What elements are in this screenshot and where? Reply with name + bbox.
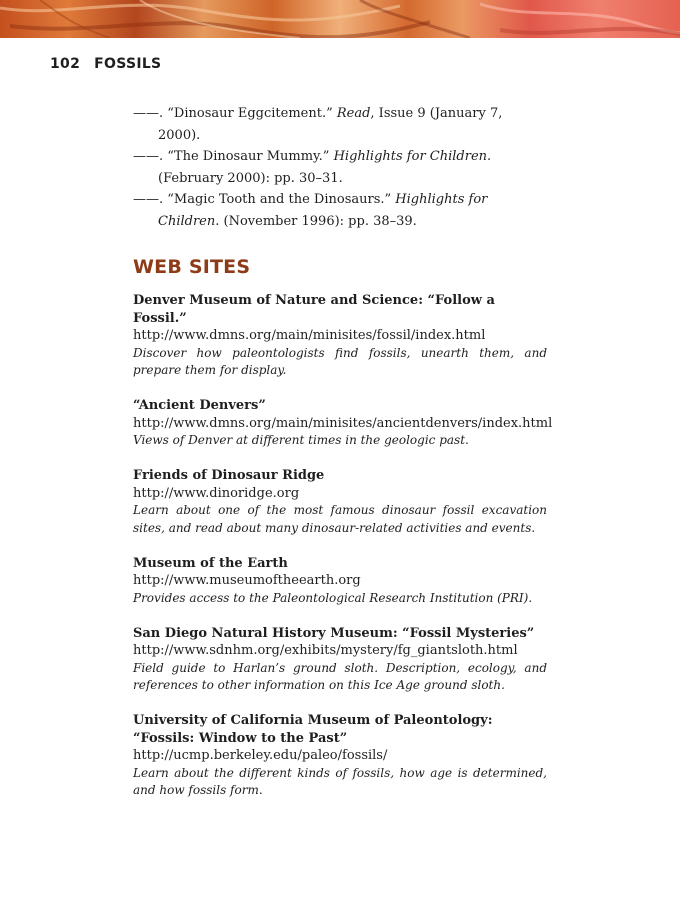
- web-site-entry: [133, 555, 547, 608]
- web-site-name: Friends of Dinosaur Ridge: [133, 468, 325, 483]
- reference-publication: Read: [336, 106, 371, 121]
- section-heading-web-sites: WEB SITES: [133, 256, 251, 278]
- web-sites-list: [133, 292, 553, 800]
- reference-text: ——. “The Dinosaur Mummy.”: [133, 149, 334, 164]
- reference-publication: Highlights for Children: [333, 149, 488, 164]
- book-title: FOSSILS: [94, 56, 162, 72]
- reference-entry: [133, 189, 547, 232]
- reference-text: ——. “Dinosaur Eggcitement.”: [133, 106, 337, 121]
- web-site-entry: [133, 397, 553, 450]
- web-site-description: Field guide to Harlan’s ground sloth. Description, ecology, and references to other information on this Ice Age ground sloth.: [133, 660, 547, 692]
- web-site-name: San Diego Natural History Museum: “Fossil Mysteries”: [133, 625, 535, 641]
- reference-entry: [133, 103, 547, 146]
- web-site-url[interactable]: http://www.dmns.org/main/minisites/fossil/index.html: [133, 328, 486, 343]
- rock-texture-graphic: [0, 0, 680, 38]
- reference-publication: Highlights for Children: [158, 192, 488, 229]
- web-site-description: Learn about one of the most famous dinosaur fossil excavation sites, and read about many dinosaur-related activities and events.: [133, 503, 547, 535]
- reference-details: . (November 1996): pp. 38–39.: [215, 213, 417, 229]
- web-site-description: Learn about the different kinds of fossils, how age is determined, and how fossils form.: [133, 765, 547, 797]
- web-site-description: Views of Denver at different times in the geologic past.: [133, 433, 469, 447]
- reference-details: , Issue 9 (January 7, 2000).: [158, 106, 503, 143]
- web-site-url[interactable]: http://ucmp.berkeley.edu/paleo/fossils/: [133, 748, 388, 763]
- reference-details: . (February 2000): pp. 30–31.: [158, 149, 492, 186]
- web-site-name: Denver Museum of Nature and Science: “Follow a Fossil.”: [133, 293, 495, 326]
- web-site-name: “Ancient Denvers”: [133, 398, 266, 413]
- page-content: [133, 103, 553, 817]
- web-site-entry: [133, 625, 547, 695]
- page-number: 102: [50, 56, 81, 72]
- web-site-entry: [133, 467, 547, 537]
- web-site-entry: [133, 712, 547, 800]
- reference-text: ——. “Magic Tooth and the Dinosaurs.”: [133, 192, 396, 207]
- web-site-entry: [133, 292, 547, 380]
- reference-entry: [133, 146, 547, 189]
- running-head: [50, 56, 161, 72]
- web-site-url[interactable]: http://www.sdnhm.org/exhibits/mystery/fg_giantsloth.html: [133, 643, 518, 658]
- web-site-description: Provides access to the Paleontological Research Institution (PRI).: [133, 590, 533, 605]
- web-site-name: Museum of the Earth: [133, 555, 288, 571]
- web-site-url[interactable]: http://www.museumoftheearth.org: [133, 573, 361, 588]
- header-banner-image: [0, 0, 680, 38]
- web-site-description: Discover how paleontologists find fossils, unearth them, and prepare them for display.: [133, 345, 547, 377]
- reference-list: [133, 103, 547, 232]
- web-site-url[interactable]: http://www.dmns.org/main/minisites/ancientdenvers/index.html: [133, 415, 553, 431]
- web-site-url[interactable]: http://www.dinoridge.org: [133, 485, 300, 501]
- web-site-name: University of California Museum of Paleontology: “Fossils: Window to the Past”: [133, 713, 493, 746]
